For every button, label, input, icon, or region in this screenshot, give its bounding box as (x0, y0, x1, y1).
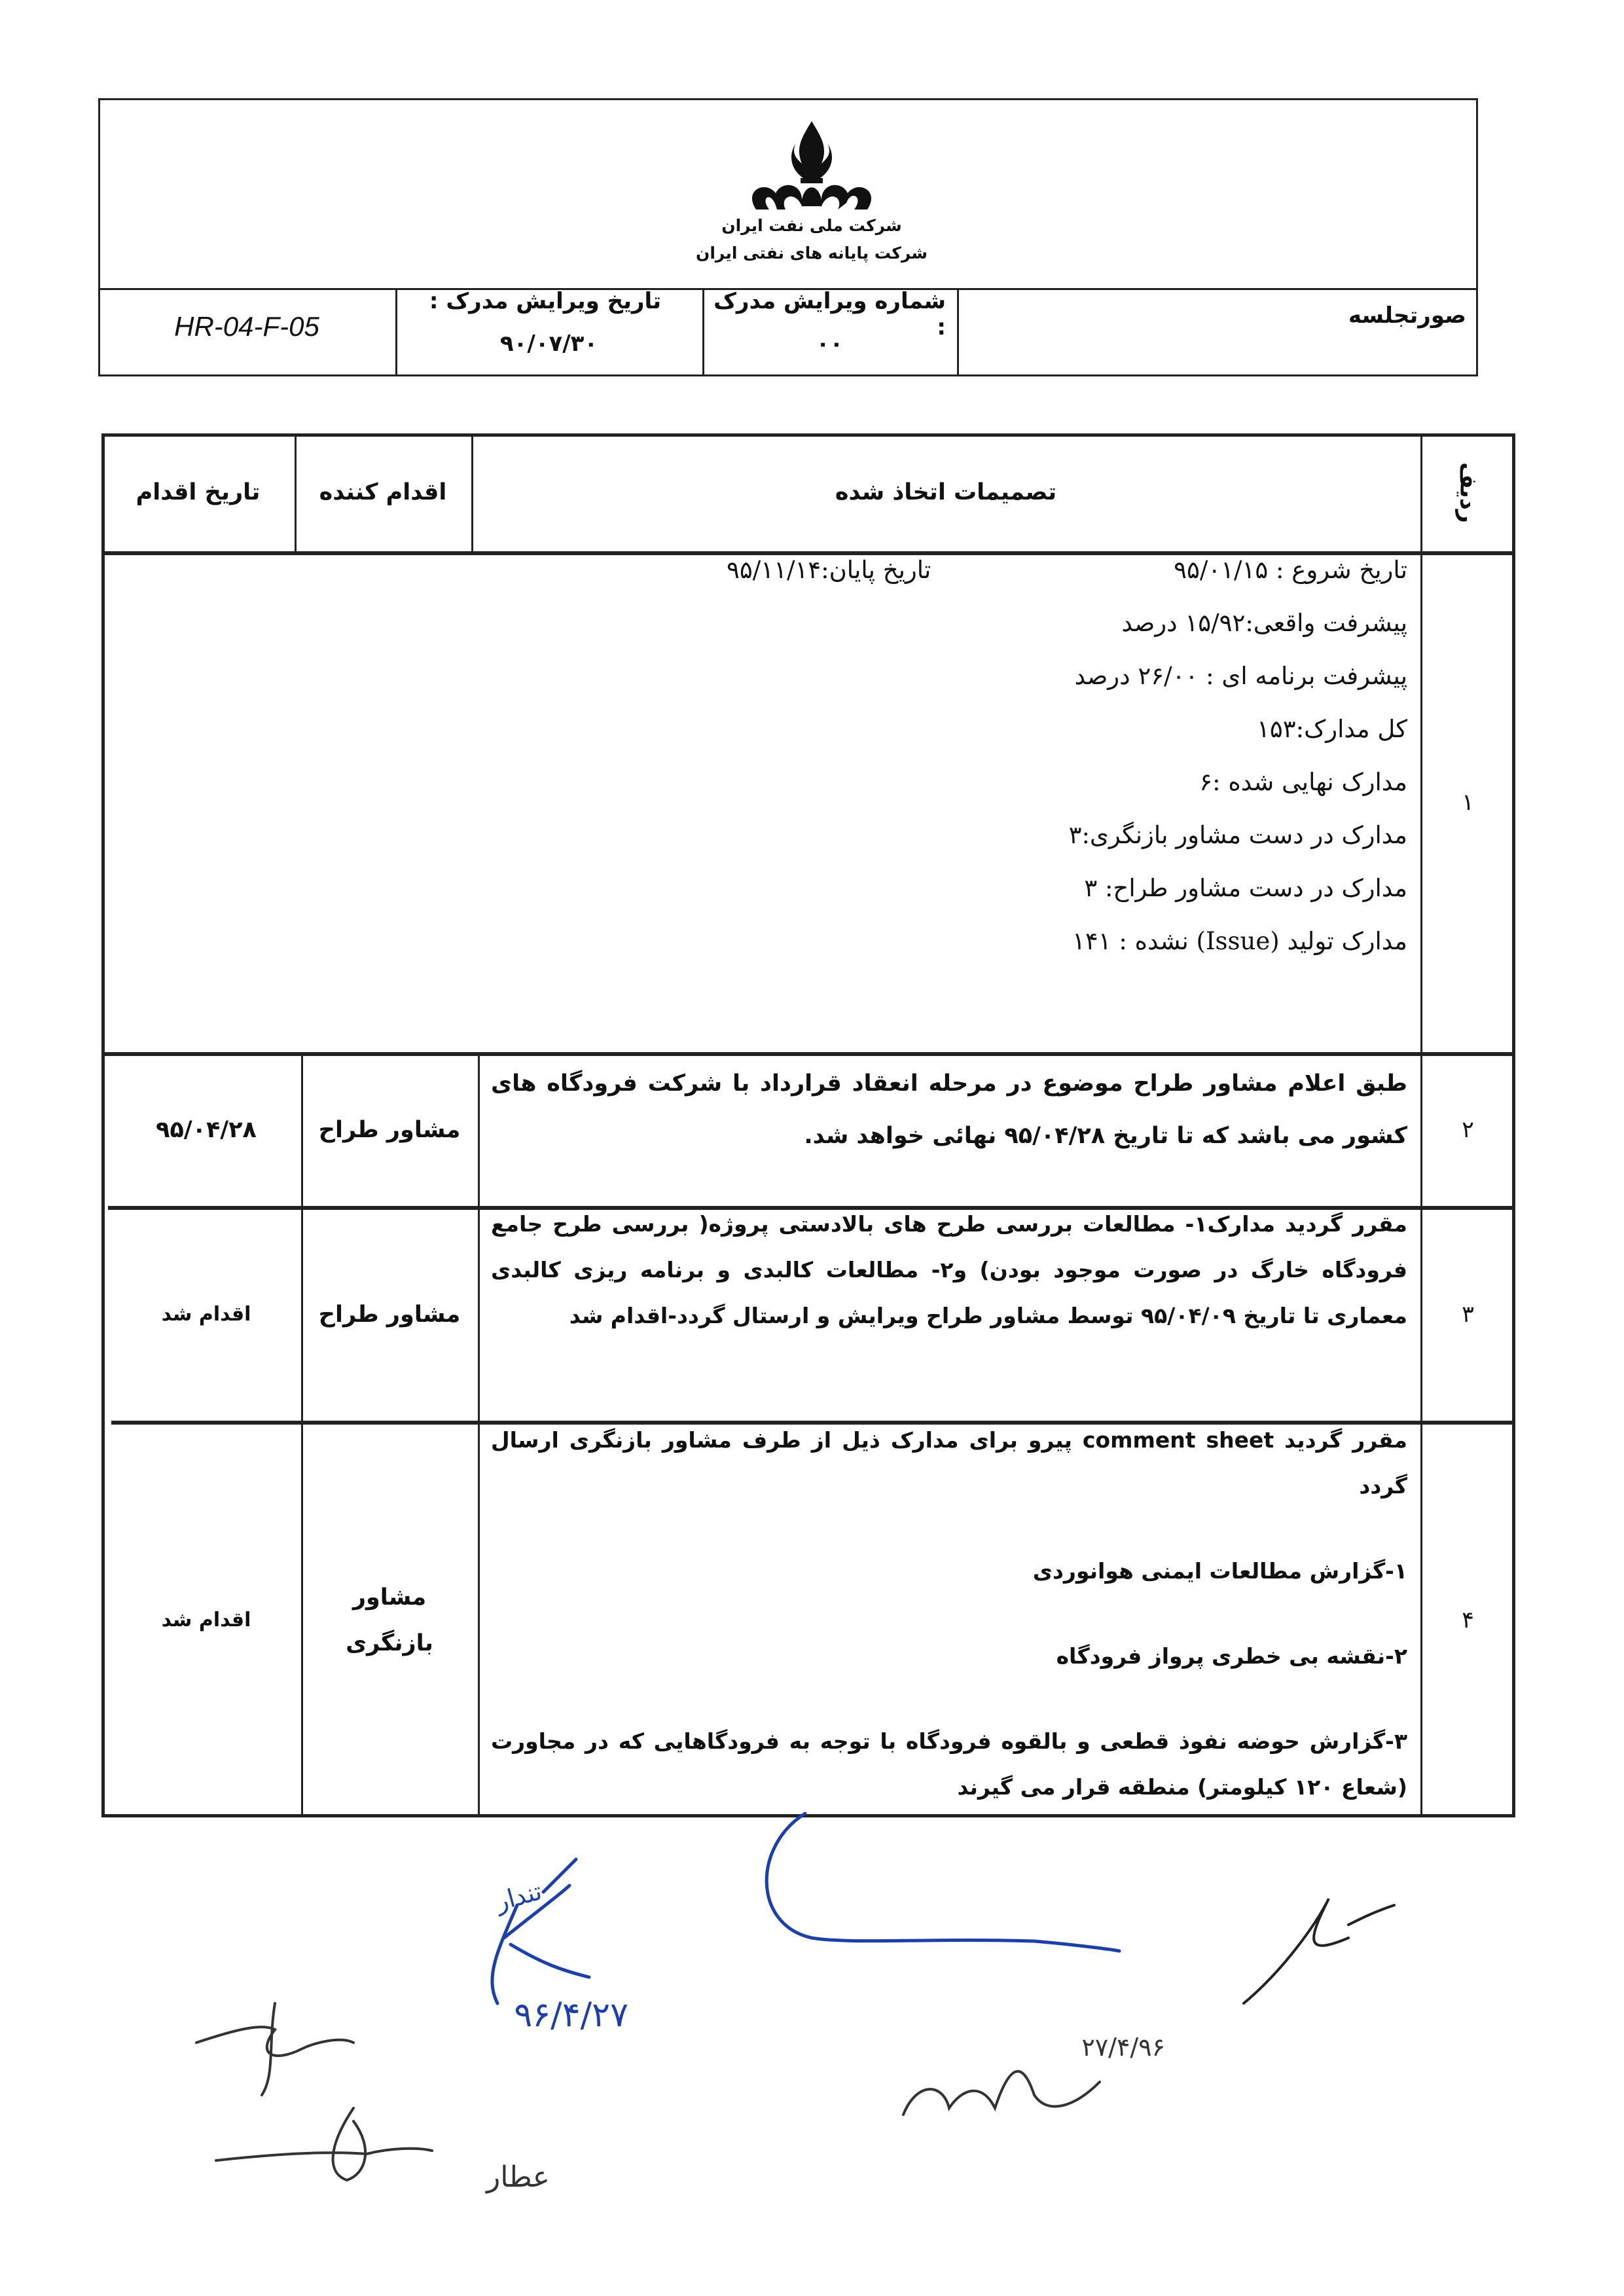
list-item: ۳-گزارش حوضه نفوذ قطعی و بالقوه فرودگاه با توجه به فرودگاهایی که در مجاورت (شعاع ۱۲۰ کیلومتر) منطقه قرار می گیرند (491, 1728, 1407, 1800)
documents-not-issued: مدارک تولید (Issue) نشده : ۱۴۱ (1072, 927, 1407, 955)
company-name-nioc: شرکت ملی نفت ایران (721, 216, 902, 235)
total-documents: کل مدارک:۱۵۳ (1257, 715, 1407, 743)
revision-number-value: ۰۰ (816, 331, 844, 357)
signature-blue-k (492, 1859, 589, 2003)
signature-blue-arc (767, 1813, 1119, 1951)
documents-with-designer: مدارک در دست مشاور طراح: ۳ (1084, 874, 1407, 902)
actor: مشاور بازنگری (346, 1584, 433, 1656)
column-header-row: ردیف (1454, 462, 1481, 523)
revision-date-label: تاریخ ویرایش مدرک : (429, 288, 661, 314)
row-number: ۱ (1462, 790, 1474, 816)
action-status: اقدام شد (161, 1302, 251, 1326)
documents-with-reviewer: مدارک در دست مشاور بازنگری:۳ (1068, 821, 1407, 849)
signature-black-left (196, 2003, 353, 2095)
start-date: تاریخ شروع : ۹۵/۰۱/۱۵ (1174, 556, 1407, 584)
divider (957, 288, 959, 376)
list-item: ۱-گزارش مطالعات ایمنی هوانوردی (1032, 1558, 1407, 1584)
company-name-iotc: شرکت پایانه های نفتی ایران (696, 244, 928, 263)
finalized-documents: مدارک نهایی شده :۶ (1199, 768, 1407, 796)
progress-actual: پیشرفت واقعی:۱۵/۹۲ درصد (1121, 609, 1407, 637)
end-date: تاریخ پایان:۹۵/۱۱/۱۴ (727, 556, 931, 584)
column-header-action-date: تاریخ اقدام (135, 479, 261, 505)
form-code: HR-04-F-05 (174, 311, 319, 342)
signature-black-bottom-left (216, 2108, 432, 2180)
action-date: ۹۵/۰۴/۲۸ (156, 1117, 257, 1143)
revision-date-value: ۹۰/۰۷/۳۰ (499, 331, 598, 357)
row-number: ۴ (1462, 1607, 1474, 1633)
decision-intro: مقرر گردید comment sheet پیرو برای مدارک ذیل از طرف مشاور بازنگری ارسال گردد (491, 1427, 1407, 1499)
revision-number-label: شماره ویرایش مدرک : (713, 288, 946, 340)
action-status: اقدام شد (161, 1608, 251, 1631)
row-number: ۳ (1462, 1301, 1474, 1328)
signature-black-top-right (1244, 1899, 1394, 2003)
decision-text: مقرر گردید مدارک۱- مطالعات بررسی طرح های بالادستی پروژه( بررسی طرح جامع فرودگاه خارگ در صورت موجود بودن) و۲- مطالعات کالبدی و برنامه ریزی کالبدی معماری تا تاریخ ۹۵/۰۴/۰۹ توسط مشاور طراح ویرایش و ارستال گردد-اقدام شد (491, 1211, 1407, 1328)
actor: مشاور طراح (318, 1117, 461, 1143)
company-logo-icon (730, 118, 893, 213)
handwritten-date: ۹۶/۴/۲۷ (514, 1995, 628, 2035)
signatures (0, 1807, 1624, 2296)
row-number: ۲ (1462, 1117, 1474, 1143)
handwritten-note: تندار (492, 1876, 545, 1917)
handwritten-date: ۲۷/۴/۹۶ (1081, 2033, 1165, 2062)
decision-text (478, 1417, 1420, 1810)
handwritten-name: عطار (486, 2160, 550, 2194)
column-header-actor: اقدام کننده (319, 479, 447, 505)
document-type: صورتجلسه (1348, 302, 1466, 329)
progress-planned: پیشرفت برنامه ای : ۲۶/۰۰ درصد (1074, 662, 1407, 690)
decision-text (471, 543, 1420, 968)
column-header-decisions: تصمیمات اتخاذ شده (835, 479, 1057, 505)
decision-text: طبق اعلام مشاور طراح موضوع در مرحله انعقاد قرارداد با شرکت فرودگاه های کشور می باشد که تا تاریخ ۹۵/۰۴/۲۸ نهائی خواهد شد. (491, 1070, 1407, 1149)
list-item: ۲-نقشه بی خطری پرواز فرودگاه (1056, 1643, 1407, 1669)
actor: مشاور طراح (318, 1301, 461, 1328)
signature-black-center (903, 2071, 1100, 2115)
